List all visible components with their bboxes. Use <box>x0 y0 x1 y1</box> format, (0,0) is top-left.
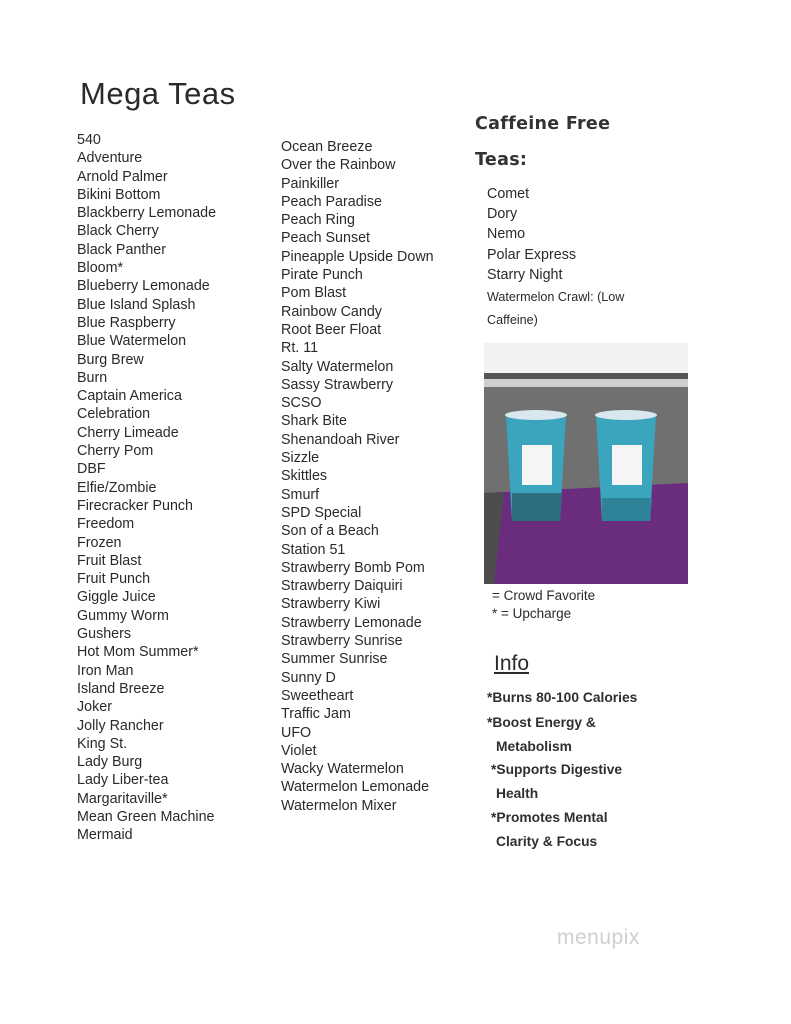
menu-item: Shenandoah River <box>281 431 400 448</box>
menu-item: Blue Watermelon <box>77 333 187 350</box>
menu-item: 540 <box>77 132 101 148</box>
menu-item: Black Cherry <box>77 223 159 240</box>
menu-item: Violet <box>281 742 317 759</box>
menu-item: Strawberry Bomb Pom <box>281 559 425 576</box>
menu-item: UFO <box>281 724 312 741</box>
menu-item: Pom Blast <box>281 285 347 302</box>
caffeine-free-title: Caffeine Free <box>475 114 611 134</box>
menu-item: Burg Brew <box>77 351 144 368</box>
menu-item: Polar Express <box>487 246 576 263</box>
menu-item: Painkiller <box>281 175 340 192</box>
menu-item: Rt. 11 <box>281 340 319 357</box>
menu-item: Hot Mom Summer* <box>77 644 199 661</box>
info-line: *Boost Energy & <box>487 715 596 730</box>
menu-item: Black Panther <box>77 241 167 258</box>
caffeine-free-title-line2: Teas: <box>475 150 528 170</box>
drinks-photo <box>484 343 688 584</box>
menu-item: King St. <box>77 735 128 752</box>
menu-item: Over the Rainbow <box>281 157 396 174</box>
caffeine-note: Watermelon Crawl: (Low <box>487 290 625 304</box>
menu-item: Burn <box>77 369 108 386</box>
page-title: Mega Teas <box>80 76 236 111</box>
menu-item: Jolly Rancher <box>77 717 164 734</box>
menu-item: Iron Man <box>77 662 134 679</box>
menu-item: Lady Burg <box>77 754 143 771</box>
menu-item: Giggle Juice <box>77 589 156 606</box>
menu-item: Strawberry Kiwi <box>281 596 381 613</box>
menu-item: Gummy Worm <box>77 607 169 624</box>
menu-item: Fruit Blast <box>77 552 142 569</box>
menu-item: Blue Raspberry <box>77 314 176 331</box>
menu-item: Pirate Punch <box>281 267 363 284</box>
menu-item: Margaritaville* <box>77 790 168 807</box>
menu-item: Smurf <box>281 486 320 503</box>
menu-item: Gushers <box>77 626 132 643</box>
legend-upcharge: * = Upcharge <box>492 606 572 621</box>
menu-item: SPD Special <box>281 504 362 521</box>
info-line: Metabolism <box>496 739 572 754</box>
menu-item: Root Beer Float <box>281 321 382 338</box>
menu-item: Sweetheart <box>281 687 354 704</box>
menu-item: Sassy Strawberry <box>281 376 394 393</box>
menu-item: Nemo <box>487 226 526 243</box>
menu-item: Skittles <box>281 468 328 485</box>
info-line: *Promotes Mental <box>491 810 608 825</box>
menu-item: DBF <box>77 461 106 478</box>
menu-item: Firecracker Punch <box>77 497 194 514</box>
menu-item: Strawberry Lemonade <box>281 614 422 631</box>
menu-item: Salty Watermelon <box>281 358 394 375</box>
menu-item: Peach Ring <box>281 212 355 229</box>
menu-item: Watermelon Lemonade <box>281 779 430 796</box>
menu-item: Blue Island Splash <box>77 296 196 313</box>
info-line: *Burns 80-100 Calories <box>487 690 638 705</box>
menu-item: Station 51 <box>281 541 346 558</box>
menu-item: Comet <box>487 186 530 202</box>
menu-item: Island Breeze <box>77 680 165 697</box>
info-line: Health <box>496 786 539 801</box>
info-line: *Supports Digestive <box>491 762 623 777</box>
info-title: Info <box>494 652 530 675</box>
caffeine-note-line2: Caffeine) <box>487 313 538 327</box>
menu-item: SCSO <box>281 395 322 412</box>
menu-item: Peach Sunset <box>281 230 371 247</box>
menu-item: Joker <box>77 699 112 716</box>
menu-item: Bloom* <box>77 260 124 277</box>
drinks-photo-illustration <box>484 343 688 584</box>
menu-item: Starry Night <box>487 266 563 283</box>
menu-item: Shark Bite <box>281 413 347 430</box>
menu-item: Blueberry Lemonade <box>77 278 210 295</box>
menu-item: Cherry Pom <box>77 443 154 460</box>
menu-item: Dory <box>487 206 518 223</box>
menu-item: Ocean Breeze <box>281 139 373 155</box>
caffeine-free-list <box>487 184 576 285</box>
menu-item: Arnold Palmer <box>77 168 168 185</box>
menu-item: Mermaid <box>77 827 133 844</box>
menu-item: Freedom <box>77 516 135 533</box>
watermark: menupix <box>557 926 640 949</box>
menu-item: Watermelon Mixer <box>281 797 397 814</box>
menu-item: Celebration <box>77 406 151 423</box>
menu-item: Blackberry Lemonade <box>77 205 217 222</box>
menu-item: Strawberry Sunrise <box>281 633 403 650</box>
menu-item: Sunny D <box>281 669 336 686</box>
menu-item: Elfie/Zombie <box>77 479 157 496</box>
menu-item: Strawberry Daiquiri <box>281 578 403 595</box>
menu-item: Summer Sunrise <box>281 651 388 668</box>
menu-item: Rainbow Candy <box>281 303 382 320</box>
legend-crowd-favorite: = Crowd Favorite <box>492 588 596 603</box>
mega-teas-column-1 <box>77 131 216 845</box>
menu-item: Wacky Watermelon <box>281 761 404 778</box>
info-line: Clarity & Focus <box>496 834 598 849</box>
menu-item: Lady Liber-tea <box>77 772 169 789</box>
menu-item: Mean Green Machine <box>77 808 215 825</box>
menu-item: Frozen <box>77 534 122 551</box>
menu-item: Peach Paradise <box>281 193 382 210</box>
mega-teas-column-2 <box>281 138 434 815</box>
menu-item: Traffic Jam <box>281 706 351 723</box>
menu-item: Bikini Bottom <box>77 186 161 203</box>
menu-item: Sizzle <box>281 450 320 467</box>
menu-item: Pineapple Upside Down <box>281 248 434 265</box>
menu-item: Adventure <box>77 150 143 167</box>
menu-item: Captain America <box>77 388 182 405</box>
menu-item: Son of a Beach <box>281 523 379 540</box>
menu-item: Fruit Punch <box>77 571 151 588</box>
menu-item: Cherry Limeade <box>77 424 179 441</box>
